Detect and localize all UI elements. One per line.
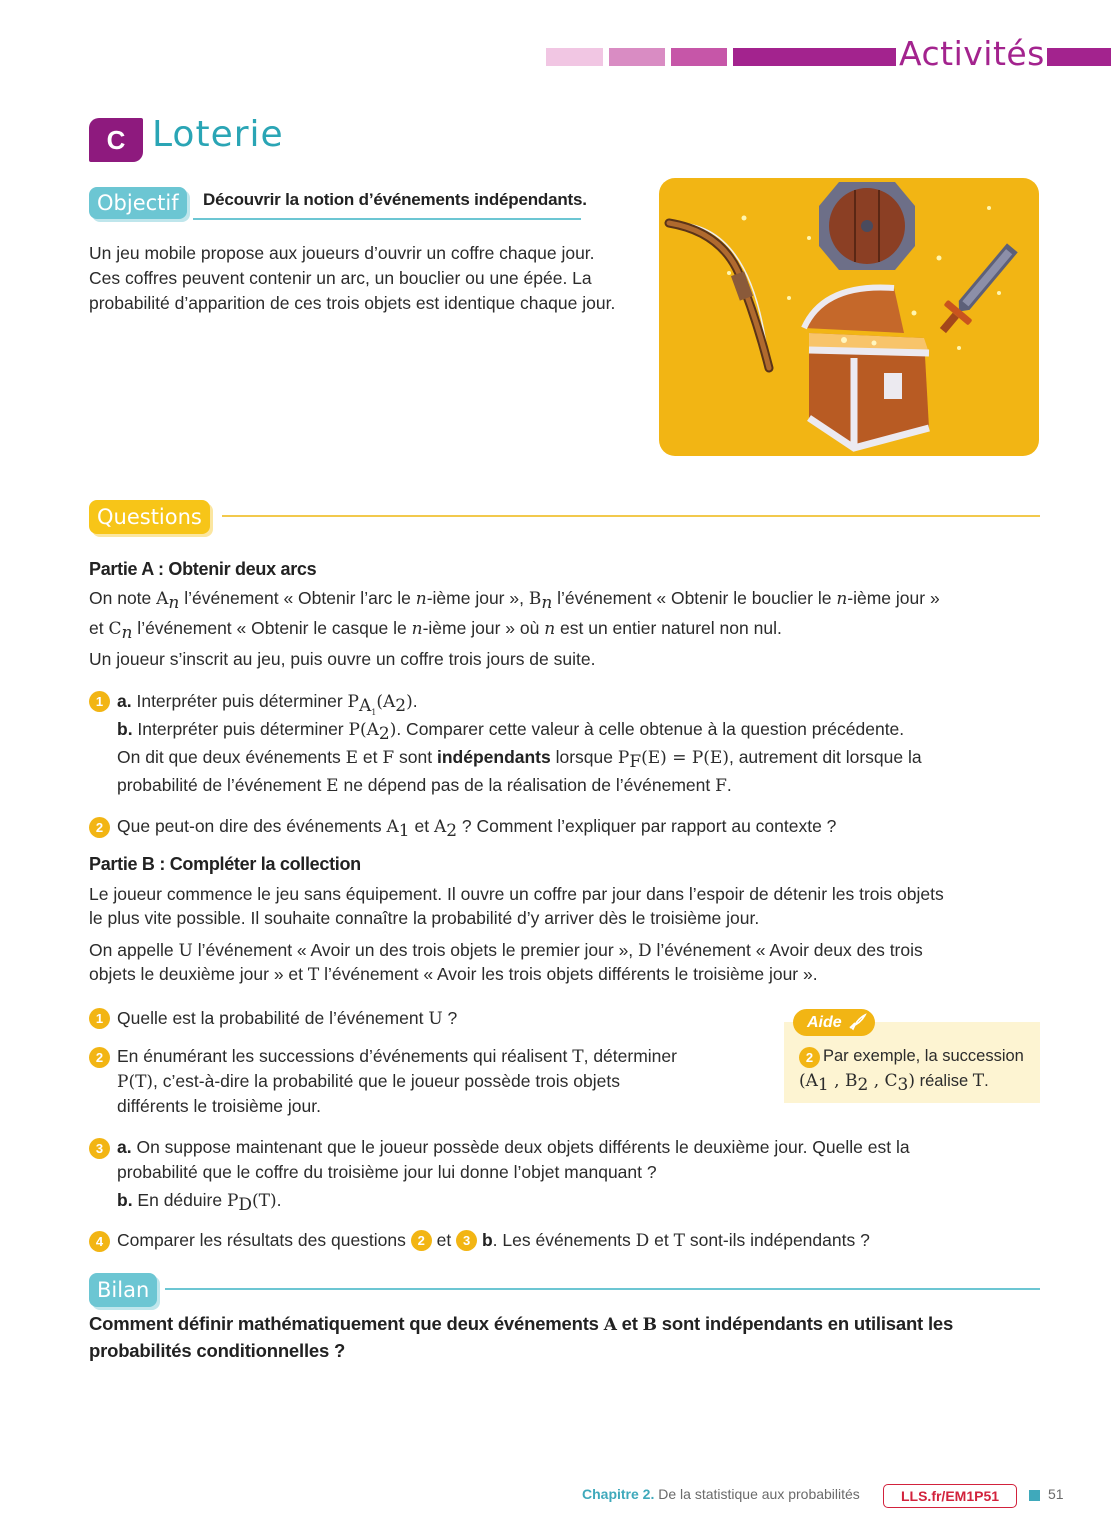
part-b-para2-line1: On appelle U l’événement « Avoir un des trois objets le premier jour », D l’événement « Avoir deux des trois	[89, 940, 923, 961]
aide-number-2: 2	[799, 1047, 820, 1068]
part-b-q2-line2: P(T), c’est-à-dire la probabilité que le joueur possède trois objets	[117, 1071, 620, 1092]
bilan-tag: Bilan	[89, 1273, 157, 1307]
aide-text-line1: Par exemple, la succession	[823, 1047, 1024, 1065]
page-number: 51	[1048, 1486, 1064, 1502]
treasure-chest-icon	[804, 288, 929, 449]
part-a-title: Partie A : Obtenir deux arcs	[89, 559, 317, 579]
part-a-definition-2: probabilité de l’événement E ne dépend pas de la réalisation de l’événement F.	[117, 775, 732, 796]
aide-tag	[793, 1009, 875, 1036]
part-a-q1b: b. Interpréter puis déterminer $P(A_2)$. Comparer cette valeur à celle obtenue à la question précédente.	[117, 719, 905, 744]
ref-number-3: 3	[456, 1230, 477, 1251]
part-a-player-line: Un joueur s’inscrit au jeu, puis ouvre un coffre trois jours de suite.	[89, 649, 596, 669]
bow-icon	[669, 223, 769, 368]
part-b-q3b: b. En déduire $P_D(T)$.	[117, 1190, 282, 1215]
part-b-para2-line2: objets le deuxième jour » et T l’événement « Avoir les trois objets différents le troisième jour ».	[89, 964, 818, 985]
rocket-icon	[847, 1013, 867, 1040]
question-number-4: 4	[89, 1231, 110, 1252]
shield-icon	[819, 182, 915, 270]
part-b-q4: Comparer les résultats des questions 2 et 3 b. Les événements D et T sont-ils indépendants ?	[117, 1230, 870, 1251]
footer-chapter: Chapitre 2. De la statistique aux probabilités	[582, 1486, 860, 1502]
question-number-2: 2	[89, 1047, 110, 1068]
questions-tag: Questions	[89, 500, 210, 534]
section-title: Loterie	[152, 114, 284, 155]
header-bar-1	[546, 48, 603, 66]
objective-tag: Objectif	[89, 187, 187, 219]
footer-link[interactable]: LLS.fr/EM1P51	[883, 1484, 1017, 1508]
question-number-2: 2	[89, 817, 110, 838]
part-a-q1a: a. Interpréter puis déterminer $P_{A_1}(A_2)$.	[117, 691, 418, 717]
question-number-1: 1	[89, 691, 110, 712]
questions-rule	[222, 515, 1040, 517]
bilan-rule	[165, 1288, 1040, 1290]
aide-label: Aide	[807, 1014, 842, 1031]
part-a-q2: Que peut-on dire des événements $A_1$ et $A_2$ ? Comment l’expliquer par rapport au contexte ?	[117, 816, 837, 841]
footer-square-icon	[1029, 1490, 1040, 1501]
question-number-1: 1	[89, 1008, 110, 1029]
bilan-question: Comment définir mathématiquement que deux événements A et B sont indépendants en utilisant les probabilités conditionnelles ?	[89, 1313, 954, 1361]
header-bar-3	[671, 48, 727, 66]
part-b-q1: Quelle est la probabilité de l’événement U ?	[117, 1008, 458, 1029]
sword-icon	[931, 238, 1025, 341]
ref-number-2: 2	[411, 1230, 432, 1251]
objective-text: Découvrir la notion d’événements indépendants.	[203, 190, 587, 209]
part-b-q3a-line2: probabilité que le coffre du troisième jour lui donne l’objet manquant ?	[117, 1162, 657, 1182]
part-b-q2-line3: différents le troisième jour.	[117, 1096, 321, 1116]
question-number-3: 3	[89, 1138, 110, 1159]
header-title: Activités	[899, 32, 1044, 76]
header-bar-4	[733, 48, 896, 66]
part-b-title: Partie B : Compléter la collection	[89, 854, 361, 874]
header-bar-5	[1047, 48, 1111, 66]
part-a-notation-line-1: On note $A_n$ l’événement « Obtenir l’arc le n-ième jour », $B_n$ l’événement « Obtenir le bouclier le n-ième jour »	[89, 588, 940, 613]
header-bar-2	[609, 48, 665, 66]
intro-paragraph: Un jeu mobile propose aux joueurs d’ouvrir un coffre chaque jour. Ces coffres peuvent contenir un arc, un bouclier ou une épée. La probabilité d’apparition de ces trois objets est identique chaque jour.	[89, 243, 616, 313]
part-b-para1-line1: Le joueur commence le jeu sans équipement. Il ouvre un coffre par jour dans l’espoir de détenir les trois objets	[89, 884, 944, 904]
aide-text-line2: ($A_1$ , $B_2$ , $C_3$) réalise T.	[799, 1071, 989, 1095]
part-a-definition-1: On dit que deux événements E et F sont indépendants lorsque $P_F(E) = P(E)$, autrement dit lorsque la	[117, 747, 922, 772]
objective-underline	[193, 218, 581, 220]
treasure-illustration	[659, 178, 1039, 456]
part-b-para1-line2: le plus vite possible. Il souhaite connaître la probabilité d’y arriver dès le troisième jour.	[89, 908, 760, 928]
part-b-q3a: a. On suppose maintenant que le joueur possède deux objets différents le deuxième jour. Quelle est la	[117, 1137, 910, 1157]
part-b-q2-line1: En énumérant les successions d’événements qui réalisent T, déterminer	[117, 1046, 677, 1067]
section-letter-badge: C	[89, 118, 143, 162]
part-a-notation-line-2: et $C_n$ l’événement « Obtenir le casque le n-ième jour » où n est un entier naturel non nul.	[89, 618, 782, 643]
